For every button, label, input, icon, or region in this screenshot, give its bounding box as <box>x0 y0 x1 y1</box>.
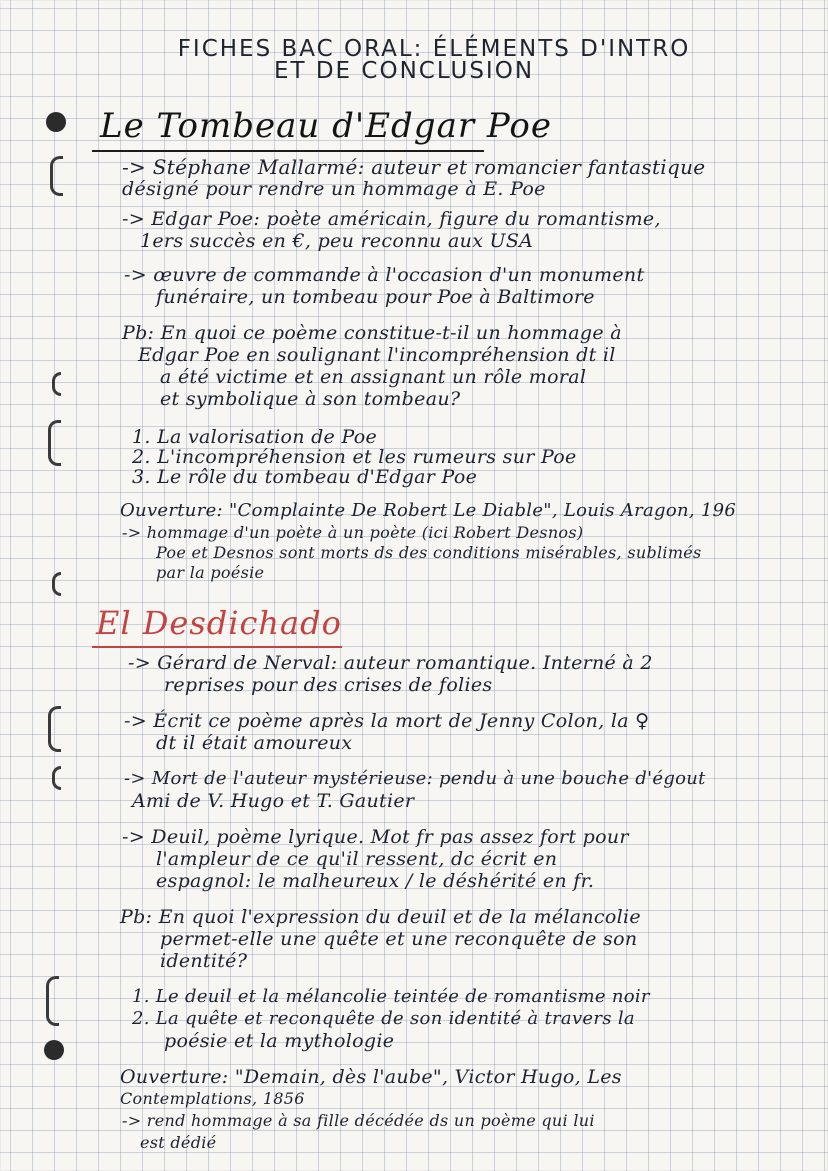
note-line: Contemplations, 1856 <box>120 1089 305 1108</box>
note-line: 1. La valorisation de Poe <box>132 426 378 448</box>
note-line: -> Edgar Poe: poète américain, figure du romantisme, <box>122 208 661 230</box>
note-line: l'ampleur de ce qu'il ressent, dc écrit en <box>156 848 558 870</box>
note-line: 1. Le deuil et la mélancolie teintée de romantisme noir <box>132 986 650 1007</box>
note-line: espagnol: le malheureux / le déshérité en fr. <box>156 870 595 892</box>
note-line: reprises pour des crises de folies <box>164 674 493 696</box>
note-line: -> Deuil, poème lyrique. Mot fr pas assez fort pour <box>122 826 629 848</box>
note-line: Ouverture: "Complainte De Robert Le Diable", Louis Aragon, 196 <box>120 500 737 521</box>
note-line: -> hommage d'un poète à un poète (ici Robert Desnos) <box>122 523 584 542</box>
section-heading-underline <box>92 150 484 152</box>
note-line: -> Gérard de Nerval: auteur romantique. Interné à 2 <box>128 652 653 674</box>
binder-ring-3 <box>48 420 61 466</box>
binder-ring-1 <box>50 156 63 196</box>
section-heading-underline <box>92 646 342 648</box>
note-line: identité? <box>160 950 248 972</box>
page-title-line-1: FICHES BAC ORAL: ÉLÉMENTS D'INTRO <box>177 36 691 62</box>
note-line: par la poésie <box>156 563 265 582</box>
page-title-line-2: ET DE CONCLUSION <box>273 58 535 84</box>
note-line: dt il était amoureux <box>156 732 353 754</box>
binder-hole-bottom <box>44 1040 64 1060</box>
note-line: funéraire, un tombeau pour Poe à Baltimore <box>156 286 595 308</box>
binder-ring-4 <box>52 572 61 596</box>
binder-ring-7 <box>46 976 59 1026</box>
note-line: 2. La quête et reconquête de son identité à travers la <box>132 1008 635 1029</box>
note-line: -> œuvre de commande à l'occasion d'un monument <box>124 264 645 286</box>
note-line: -> Écrit ce poème après la mort de Jenny Colon, la ♀ <box>124 710 650 732</box>
note-line: -> Mort de l'auteur mystérieuse: pendu à une bouche d'égout <box>124 768 706 789</box>
section-heading-tombeau: Le Tombeau d'Edgar Poe <box>100 106 552 146</box>
note-line: désigné pour rendre un hommage à E. Poe <box>122 178 546 200</box>
binder-ring-2 <box>52 372 61 396</box>
note-line: -> Stéphane Mallarmé: auteur et romancier fantastique <box>122 155 706 179</box>
note-line: Edgar Poe en soulignant l'incompréhension dt il <box>138 344 616 366</box>
note-line: permet-elle une quête et une reconquête de son <box>160 928 638 950</box>
binder-hole-top <box>46 112 66 132</box>
note-line: -> rend hommage à sa fille décédée ds un poème qui lui <box>122 1111 595 1130</box>
note-line: Pb: En quoi ce poème constitue-t-il un hommage à <box>122 322 622 344</box>
note-line: poésie et la mythologie <box>164 1030 395 1052</box>
note-line: et symbolique à son tombeau? <box>160 388 461 410</box>
note-line: Pb: En quoi l'expression du deuil et de la mélancolie <box>120 906 641 928</box>
binder-ring-5 <box>48 706 61 752</box>
note-line: est dédié <box>140 1133 217 1152</box>
note-line: Poe et Desnos sont morts ds des conditions misérables, sublimés <box>156 543 702 562</box>
note-line: Ami de V. Hugo et T. Gautier <box>132 790 415 812</box>
note-line: 2. L'incompréhension et les rumeurs sur Poe <box>132 446 577 468</box>
note-line: a été victime et en assignant un rôle moral <box>160 366 587 388</box>
note-line: 3. Le rôle du tombeau d'Edgar Poe <box>132 466 478 488</box>
note-line: 1ers succès en €, peu reconnu aux USA <box>140 230 534 252</box>
section-heading-desdichado: El Desdichado <box>96 604 342 642</box>
binder-ring-6 <box>52 766 61 790</box>
note-line: Ouverture: "Demain, dès l'aube", Victor Hugo, Les <box>120 1066 622 1088</box>
